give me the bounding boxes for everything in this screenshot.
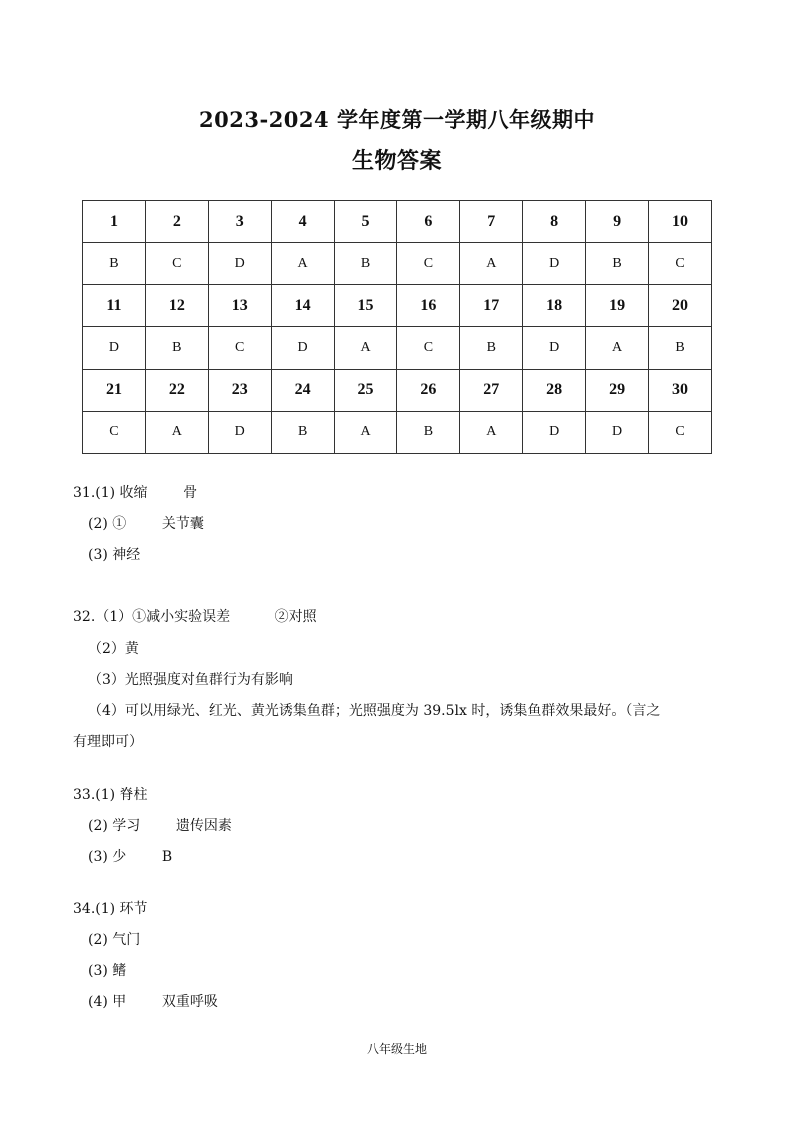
- answer-row: [83, 243, 712, 285]
- question-number-cell: 20: [649, 285, 712, 327]
- answer-cell: D: [523, 243, 586, 285]
- answer-cell: A: [334, 411, 397, 453]
- q34-line-1: 34.(1) 环节: [73, 901, 148, 917]
- answer-cell: D: [523, 411, 586, 453]
- question-number-cell: 15: [334, 285, 397, 327]
- answer-cell: B: [649, 327, 712, 369]
- question-number-cell: 14: [271, 285, 334, 327]
- answer-cell: C: [649, 243, 712, 285]
- document-subtitle: 生物答案: [351, 148, 442, 174]
- answer-cell: A: [271, 243, 334, 285]
- answer-cell: D: [271, 327, 334, 369]
- answer-cell: B: [586, 243, 649, 285]
- q33-line-2: (2) 学习 遗传因素: [88, 818, 232, 834]
- q32-line-5: 有理即可）: [73, 734, 143, 750]
- answer-cell: C: [83, 411, 146, 453]
- question-number-cell: 18: [523, 285, 586, 327]
- q34-line-3: (3) 鳍: [88, 963, 127, 979]
- question-number-cell: 26: [397, 369, 460, 411]
- question-number-cell: 22: [145, 369, 208, 411]
- answer-cell: D: [208, 411, 271, 453]
- answer-table: [82, 200, 712, 454]
- question-number-cell: 25: [334, 369, 397, 411]
- question-number-row: [83, 201, 712, 243]
- answer-cell: C: [145, 243, 208, 285]
- question-number-cell: 23: [208, 369, 271, 411]
- q33-line-3: (3) 少 B: [88, 849, 173, 865]
- q31-line-3: (3) 神经: [88, 547, 141, 563]
- q33-line-1: 33.(1) 脊柱: [73, 787, 148, 803]
- question-number-cell: 3: [208, 201, 271, 243]
- answer-cell: A: [145, 411, 208, 453]
- answer-cell: A: [586, 327, 649, 369]
- answer-cell: A: [334, 327, 397, 369]
- answer-cell: C: [397, 243, 460, 285]
- page-footer: 八年级生地: [366, 1042, 427, 1056]
- answer-row: [83, 327, 712, 369]
- q32-line-1: 32.（1）①减小实验误差 ②对照: [73, 609, 317, 625]
- answer-cell: D: [208, 243, 271, 285]
- question-number-cell: 4: [271, 201, 334, 243]
- answer-cell: B: [460, 327, 523, 369]
- answer-cell: D: [83, 327, 146, 369]
- question-number-row: [83, 369, 712, 411]
- question-number-cell: 24: [271, 369, 334, 411]
- answer-row: [83, 411, 712, 453]
- question-number-cell: 19: [586, 285, 649, 327]
- question-number-cell: 16: [397, 285, 460, 327]
- q31-line-1: 31.(1) 收缩 骨: [73, 485, 198, 501]
- question-number-cell: 11: [83, 285, 146, 327]
- question-number-cell: 6: [397, 201, 460, 243]
- answer-cell: D: [523, 327, 586, 369]
- answer-cell: D: [586, 411, 649, 453]
- question-number-cell: 1: [83, 201, 146, 243]
- answer-cell: B: [271, 411, 334, 453]
- answer-cell: A: [460, 243, 523, 285]
- answer-cell: B: [83, 243, 146, 285]
- answer-cell: B: [145, 327, 208, 369]
- q34-line-2: (2) 气门: [88, 932, 141, 948]
- answer-cell: C: [208, 327, 271, 369]
- q32-line-3: （3）光照强度对鱼群行为有影响: [88, 672, 293, 688]
- answer-cell: B: [334, 243, 397, 285]
- question-number-cell: 12: [145, 285, 208, 327]
- answer-cell: A: [460, 411, 523, 453]
- question-number-cell: 7: [460, 201, 523, 243]
- question-number-cell: 29: [586, 369, 649, 411]
- question-number-cell: 13: [208, 285, 271, 327]
- question-number-cell: 17: [460, 285, 523, 327]
- question-number-cell: 5: [334, 201, 397, 243]
- question-number-cell: 30: [649, 369, 712, 411]
- question-number-cell: 8: [523, 201, 586, 243]
- q32-line-2: （2）黄: [88, 641, 139, 657]
- answer-cell: C: [649, 411, 712, 453]
- question-number-cell: 2: [145, 201, 208, 243]
- question-number-row: [83, 285, 712, 327]
- question-number-cell: 9: [586, 201, 649, 243]
- question-number-cell: 27: [460, 369, 523, 411]
- q32-line-4: （4）可以用绿光、红光、黄光诱集鱼群；光照强度为 39.5lx 时，诱集鱼群效果最好。（言之: [88, 703, 661, 719]
- q31-line-2: (2) ① 关节囊: [88, 516, 204, 532]
- answer-cell: B: [397, 411, 460, 453]
- question-number-cell: 21: [83, 369, 146, 411]
- question-number-cell: 10: [649, 201, 712, 243]
- document-title: 2023-2024 学年度第一学期八年级期中: [199, 107, 595, 132]
- answer-cell: C: [397, 327, 460, 369]
- q34-line-4: (4) 甲 双重呼吸: [88, 994, 218, 1010]
- question-number-cell: 28: [523, 369, 586, 411]
